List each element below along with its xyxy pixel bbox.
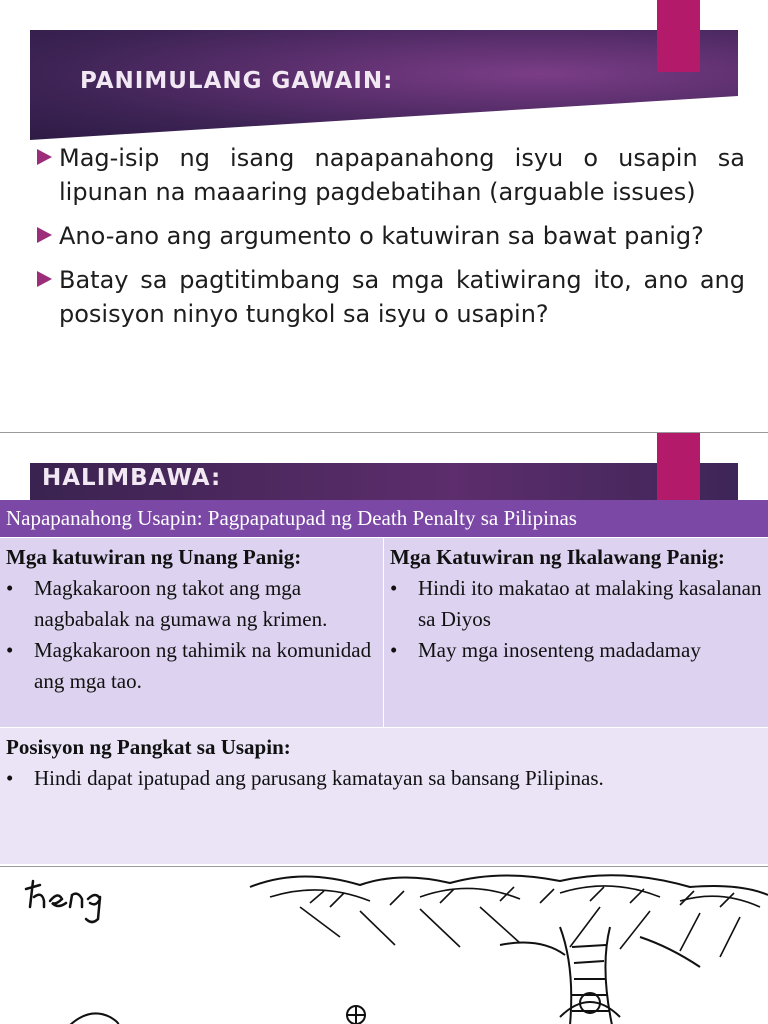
accent-tab bbox=[657, 0, 700, 72]
bullet-dot: • bbox=[6, 638, 14, 662]
list-item-text: Magkakaroon ng tahimik na komunidad ang mga tao. bbox=[34, 638, 372, 693]
list-item bbox=[390, 635, 762, 666]
round-object bbox=[347, 1006, 365, 1024]
argument-list bbox=[6, 573, 377, 697]
list-item-text: Hindi ito makatao at malaking kasalanan sa Diyos bbox=[418, 576, 762, 631]
first-side-column bbox=[0, 537, 384, 727]
argument-list bbox=[390, 573, 762, 666]
list-item bbox=[390, 573, 762, 635]
artist-signature bbox=[26, 881, 100, 922]
slide-title: PANIMULANG GAWAIN: bbox=[80, 68, 394, 94]
accent-tab bbox=[657, 433, 700, 505]
tree-canopy bbox=[250, 875, 768, 957]
bullet-dot: • bbox=[390, 638, 398, 662]
slide-panimulang-gawain bbox=[0, 0, 768, 432]
bullet-dot: • bbox=[390, 576, 398, 600]
bullet-item bbox=[35, 219, 745, 253]
slide-title: HALIMBAWA: bbox=[42, 465, 222, 491]
cartoon-figure bbox=[560, 993, 620, 1017]
column-heading: Mga katuwiran ng Unang Panig: bbox=[6, 545, 302, 569]
second-side-column bbox=[384, 537, 768, 727]
slide-halimbawa bbox=[0, 433, 768, 865]
position-heading: Posisyon ng Pangkat sa Usapin: bbox=[6, 735, 291, 759]
bullet-text: Mag-isip ng isang napapanahong isyu o usapin sa lipunan na maaaring pagdebatihan (arguable issues) bbox=[59, 144, 745, 206]
editorial-cartoon-illustration bbox=[0, 867, 768, 1024]
position-list bbox=[6, 763, 762, 794]
table-header: Napapanahong Usapin: Pagpapatupad ng Death Penalty sa Pilipinas bbox=[0, 500, 768, 537]
bullet-dot: • bbox=[6, 576, 14, 600]
list-item-text: Magkakaroon ng takot ang mga nagbabalak na gumawa ng krimen. bbox=[34, 576, 328, 631]
list-item bbox=[6, 763, 762, 794]
bullet-item bbox=[35, 263, 745, 331]
tree-trunk bbox=[500, 927, 700, 1024]
list-item-text: Hindi dapat ipatupad ang parusang kamatayan sa bansang Pilipinas. bbox=[34, 766, 604, 790]
ground-figure-fragment bbox=[70, 1013, 118, 1024]
bullet-text: Batay sa pagtitimbang sa mga katiwirang ito, ano ang posisyon ninyo tungkol sa isyu o usapin? bbox=[59, 266, 745, 328]
triangle-bullet-icon bbox=[37, 149, 52, 165]
triangle-bullet-icon bbox=[37, 227, 52, 243]
list-item-text: May mga inosenteng madadamay bbox=[418, 638, 701, 662]
position-row bbox=[0, 727, 768, 864]
bullet-list bbox=[35, 141, 745, 341]
triangle-bullet-icon bbox=[37, 271, 52, 287]
bullet-text: Ano-ano ang argumento o katuwiran sa bawat panig? bbox=[59, 222, 704, 250]
slide-cartoon bbox=[0, 866, 768, 1024]
list-item bbox=[6, 573, 377, 635]
column-heading: Mga Katuwiran ng Ikalawang Panig: bbox=[390, 545, 725, 569]
list-item bbox=[6, 635, 377, 697]
bullet-dot: • bbox=[6, 766, 14, 790]
bullet-item bbox=[35, 141, 745, 209]
